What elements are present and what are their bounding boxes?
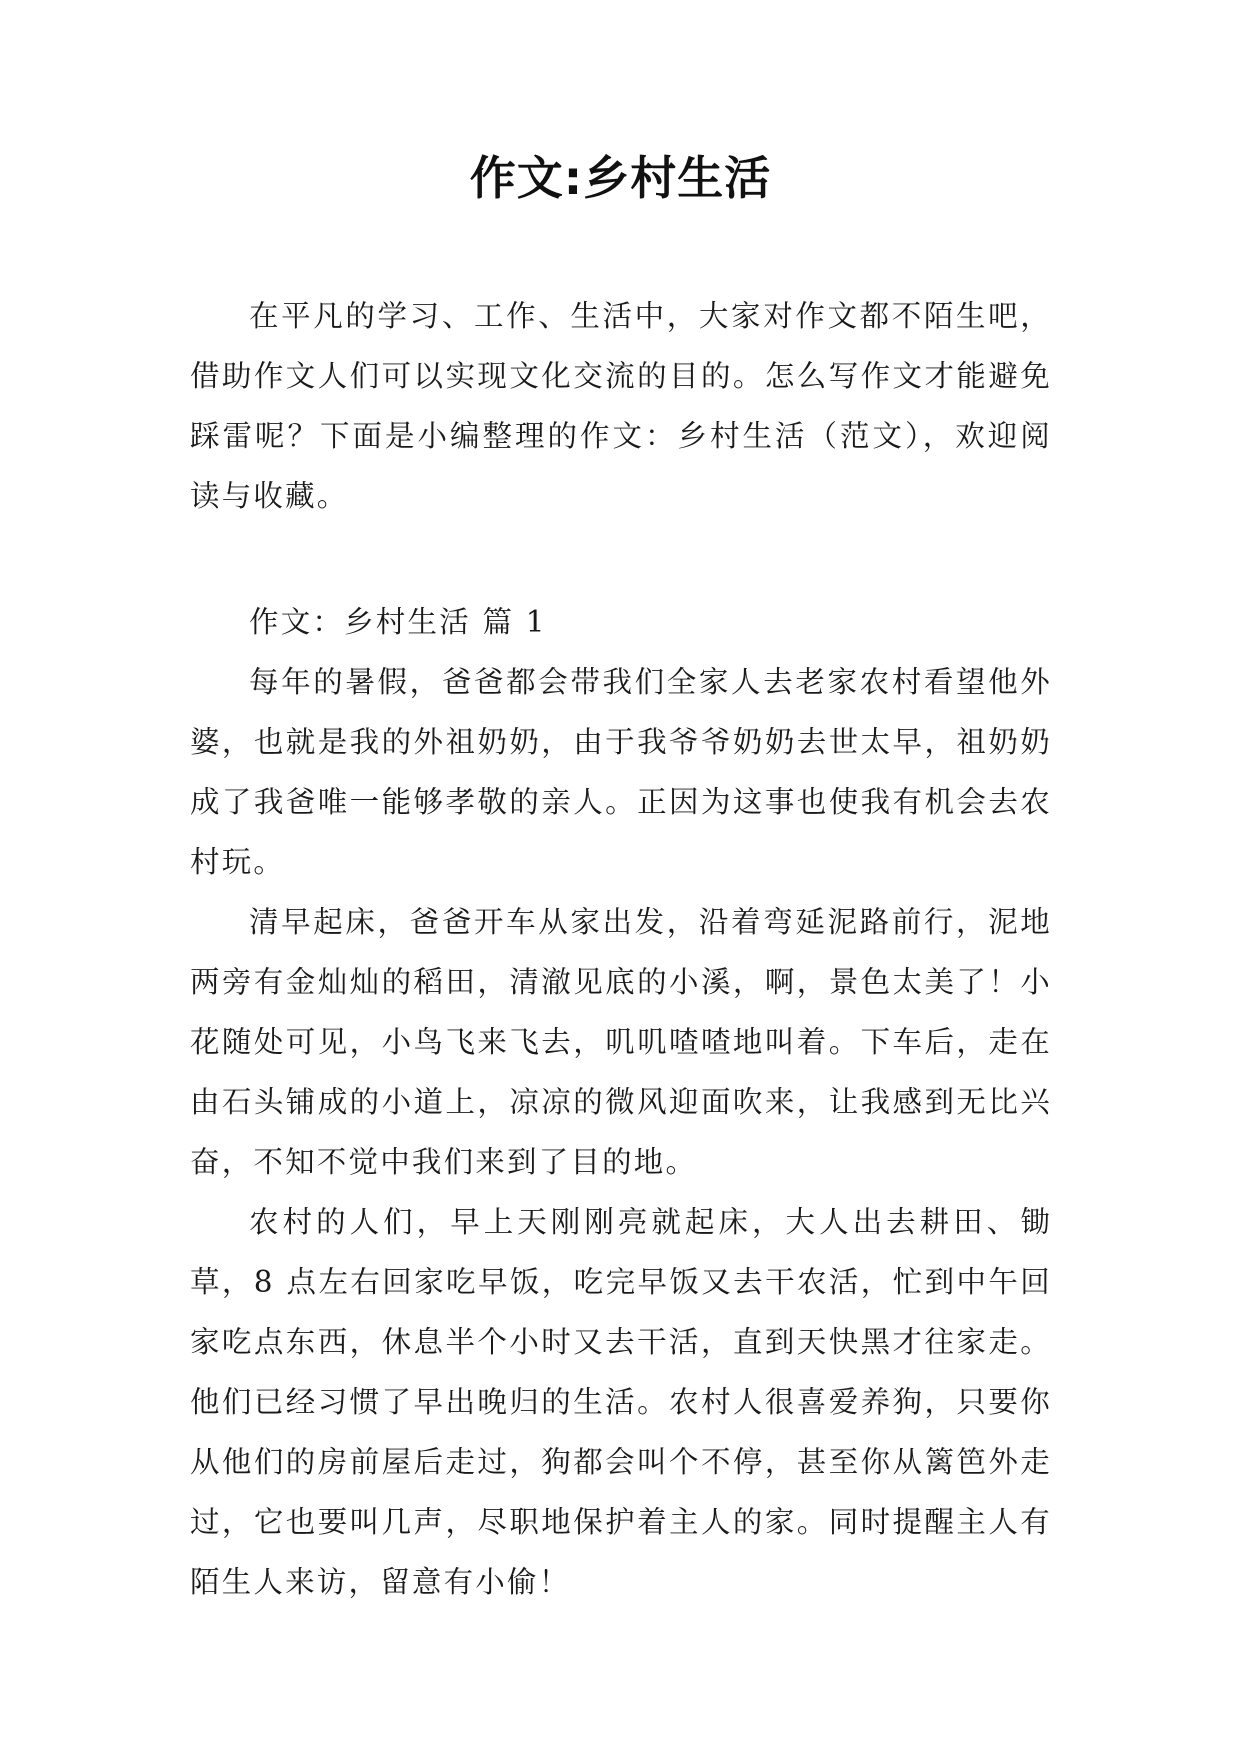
document-body: [190, 286, 1052, 1612]
section-heading: 作文：乡村生活 篇 1: [249, 605, 547, 639]
body-paragraph-2: 清早起床，爸爸开车从家出发，沿着弯延泥路前行，泥地两旁有金灿灿的稻田，清澈见底的小溪，啊，景色太美了！小花随处可见，小鸟飞来飞去，叽叽喳喳地叫着。下车后，走在由石头铺成的小道上，凉凉的微风迎面吹来，让我感到无比兴奋，不知不觉中我们来到了目的地。: [190, 905, 1052, 1179]
body-paragraph-3: 农村的人们，早上天刚刚亮就起床，大人出去耕田、锄草，8 点左右回家吃早饭，吃完早饭又去干农活，忙到中午回家吃点东西，休息半个小时又去干活，直到天快黑才往家走。他们已经习惯了早出晚归的生活。农村人很喜爱养狗，只要你从他们的房前屋后走过，狗都会叫个不停，甚至你从篱笆外走过，它也要叫几声，尽职地保护着主人的家。同时提醒主人有陌生人来访，留意有小偷！: [190, 1205, 1052, 1599]
intro-paragraph: 在平凡的学习、工作、生活中，大家对作文都不陌生吧，借助作文人们可以实现文化交流的目的。怎么写作文才能避免踩雷呢？下面是小编整理的作文：乡村生活（范文），欢迎阅读与收藏。: [190, 299, 1052, 513]
body-paragraph-1: 每年的暑假，爸爸都会带我们全家人去老家农村看望他外婆，也就是我的外祖奶奶，由于我爷爷奶奶去世太早，祖奶奶成了我爸唯一能够孝敬的亲人。正因为这事也使我有机会去农村玩。: [190, 665, 1052, 879]
document-title: 作文:乡村生活: [469, 151, 772, 205]
